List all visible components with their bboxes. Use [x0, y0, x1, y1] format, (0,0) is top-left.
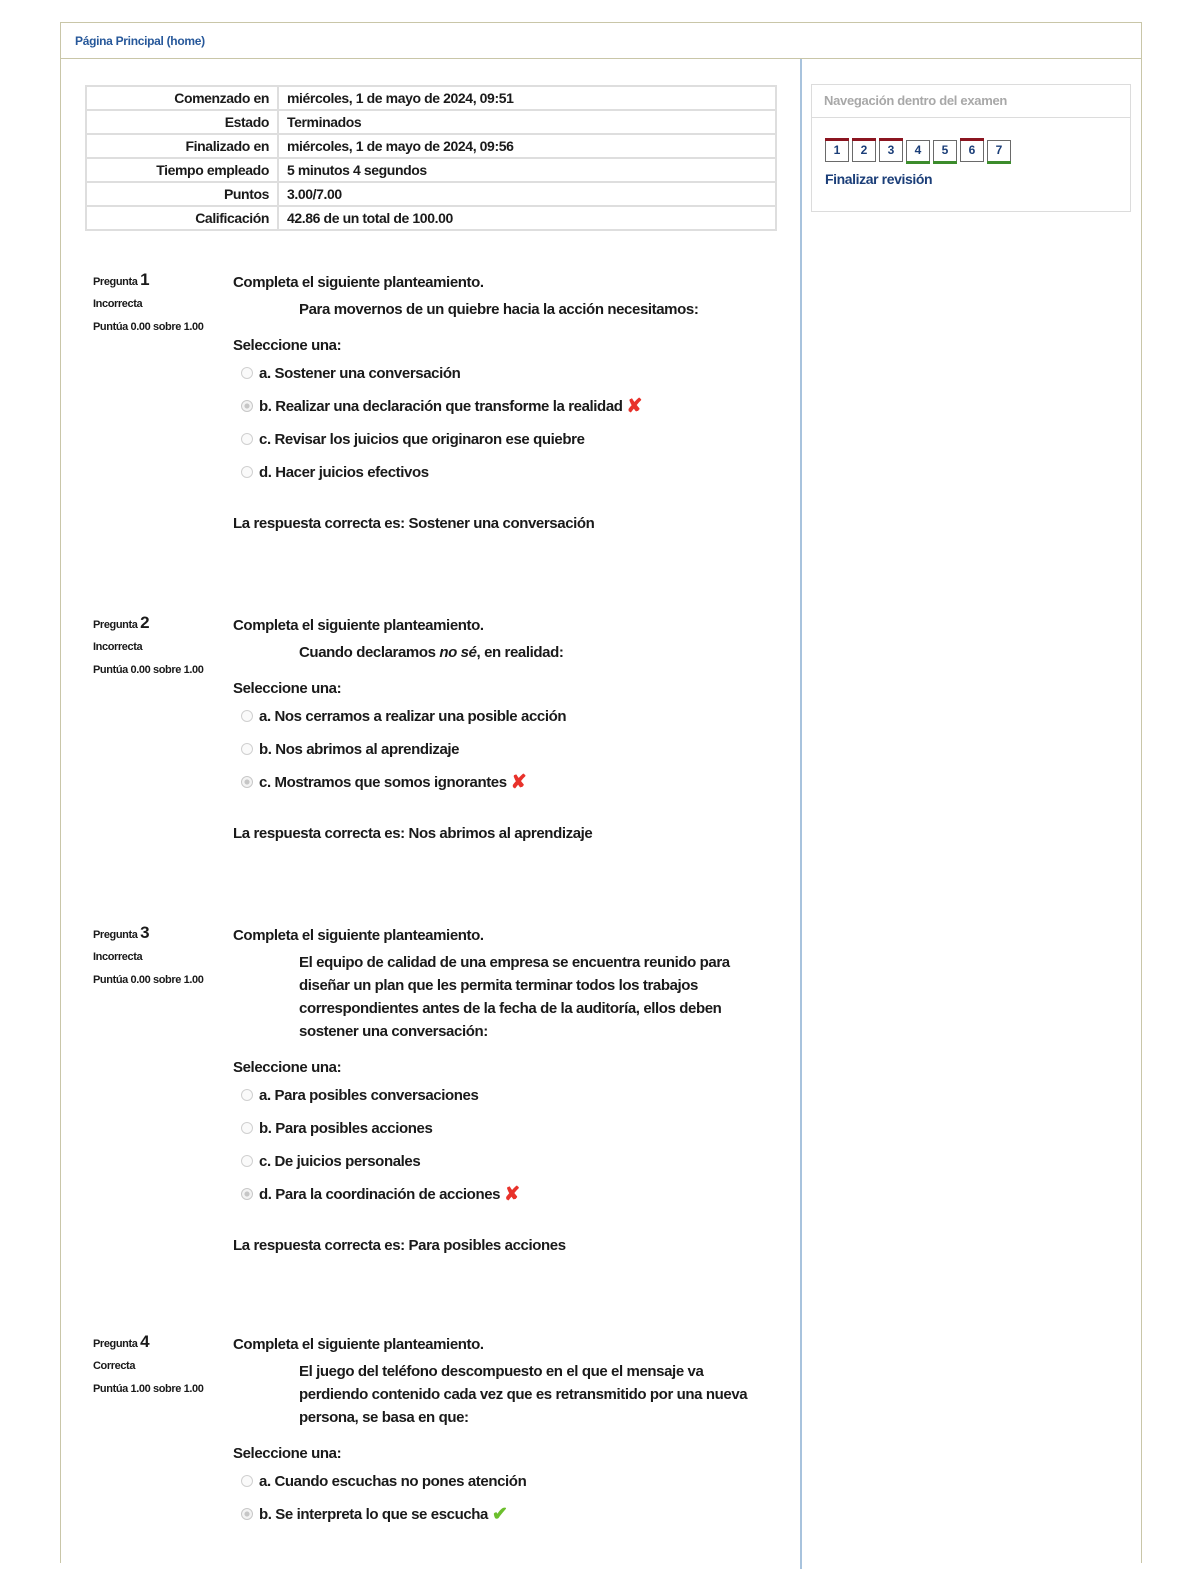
option-label: d. Para la coordinación de acciones: [259, 1186, 501, 1203]
summary-row: [86, 134, 776, 158]
nav-button-label: 1: [833, 143, 841, 157]
status-bar: [987, 161, 1011, 164]
question-number-value: 4: [140, 1332, 150, 1351]
radio-button[interactable]: [241, 1122, 253, 1134]
correct-answer-feedback: La respuesta correcta es: Sostener una conversación: [233, 515, 595, 532]
option-label: a. Sostener una conversación: [259, 365, 461, 382]
question-prefix: Pregunta: [93, 1338, 138, 1350]
summary-label: Comenzado en: [86, 86, 278, 110]
quiz-navigation-block: [811, 84, 1131, 212]
question-state: Incorrecta: [93, 951, 143, 963]
question-number-value: 2: [140, 613, 150, 632]
status-bar: [960, 138, 984, 141]
radio-button[interactable]: [241, 710, 253, 722]
incorrect-cross-icon: ✘: [510, 772, 527, 793]
answer-option[interactable]: [233, 456, 793, 489]
option-label: a. Cuando escuchas no pones atención: [259, 1473, 527, 1490]
status-bar: [933, 161, 957, 164]
nav-question-5-button[interactable]: [933, 140, 957, 162]
select-prompt: Seleccione una:: [233, 1059, 342, 1076]
radio-button[interactable]: [241, 466, 253, 478]
summary-label: Calificación: [86, 206, 278, 230]
correct-check-icon: ✔: [492, 1504, 508, 1525]
answer-option[interactable]: [233, 1498, 793, 1531]
incorrect-cross-icon: ✘: [626, 396, 643, 417]
option-label: a. Nos cerramos a realizar una posible acción: [259, 708, 567, 725]
option-label: b. Para posibles acciones: [259, 1120, 433, 1137]
radio-button-selected[interactable]: [241, 1188, 253, 1200]
nav-question-2-button[interactable]: [852, 140, 876, 162]
answer-option[interactable]: [233, 357, 793, 390]
option-label: d. Hacer juicios efectivos: [259, 464, 429, 481]
question-number: [93, 270, 213, 290]
incorrect-cross-icon: ✘: [504, 1184, 520, 1205]
nav-question-7-button[interactable]: [987, 140, 1011, 162]
answer-option[interactable]: [233, 1079, 793, 1112]
radio-button-selected[interactable]: [241, 776, 253, 788]
grade-value: 42.86: [287, 210, 321, 226]
answer-option[interactable]: [233, 1112, 793, 1145]
answer-option[interactable]: [233, 1145, 793, 1178]
select-prompt: Seleccione una:: [233, 680, 342, 697]
question-grade: Puntúa 0.00 sobre 1.00: [93, 321, 204, 333]
radio-button[interactable]: [241, 1089, 253, 1101]
summary-label: Estado: [86, 110, 278, 134]
question-prefix: Pregunta: [93, 276, 138, 288]
question-intro: Completa el siguiente planteamiento.: [233, 927, 484, 944]
question-statement: [299, 641, 759, 664]
status-bar: [852, 138, 876, 141]
status-bar: [825, 138, 849, 141]
nav-question-3-button[interactable]: [879, 140, 903, 162]
summary-row: [86, 86, 776, 110]
option-label: c. De juicios personales: [259, 1153, 421, 1170]
nav-button-label: 7: [995, 143, 1003, 157]
question-info: [93, 270, 213, 335]
select-prompt: Seleccione una:: [233, 1445, 342, 1462]
option-label: b. Se interpreta lo que se escucha: [259, 1506, 488, 1523]
question-number: [93, 1332, 213, 1352]
radio-button-selected[interactable]: [241, 1508, 253, 1520]
nav-button-label: 3: [887, 143, 895, 157]
summary-row: [86, 206, 776, 230]
question-statement: El equipo de calidad de una empresa se encuentra reunido para diseñar un plan que les permita terminar todos los trabajos correspondientes antes de la fecha de la auditoría, ellos deben sostener una conversación:: [299, 954, 730, 1040]
grade-total: de un total de 100.00: [320, 210, 453, 226]
radio-button[interactable]: [241, 1155, 253, 1167]
option-label: c. Mostramos que somos ignorantes: [259, 774, 507, 791]
question-state: Incorrecta: [93, 298, 143, 310]
nav-question-1-button[interactable]: [825, 140, 849, 162]
navbar: [61, 23, 1141, 59]
nav-button-label: 4: [914, 143, 922, 157]
question-state: Correcta: [93, 1360, 136, 1372]
statement-text: Cuando declaramos: [299, 644, 440, 661]
nav-question-6-button[interactable]: [960, 140, 984, 162]
question-number: [93, 613, 213, 633]
correct-answer-feedback: La respuesta correcta es: Para posibles acciones: [233, 1237, 566, 1254]
status-bar: [906, 161, 930, 164]
select-prompt: Seleccione una:: [233, 337, 342, 354]
question-intro: Completa el siguiente planteamiento.: [233, 274, 484, 291]
summary-value: miércoles, 1 de mayo de 2024, 09:51: [278, 86, 776, 110]
radio-button[interactable]: [241, 433, 253, 445]
answer-option[interactable]: [233, 733, 793, 766]
question-statement: Para movernos de un quiebre hacia la acción necesitamos:: [299, 301, 699, 318]
question-number: [93, 923, 213, 943]
status-bar: [879, 138, 903, 141]
summary-label: Tiempo empleado: [86, 158, 278, 182]
summary-value: miércoles, 1 de mayo de 2024, 09:56: [278, 134, 776, 158]
question-grade: Puntúa 0.00 sobre 1.00: [93, 664, 204, 676]
question-info: [93, 1332, 213, 1397]
answer-option[interactable]: [233, 1178, 793, 1211]
summary-value: [278, 206, 776, 230]
question-intro: Completa el siguiente planteamiento.: [233, 1336, 484, 1353]
answer-option[interactable]: [233, 390, 793, 423]
column-divider: [800, 59, 802, 1569]
summary-label: Finalizado en: [86, 134, 278, 158]
answer-option[interactable]: [233, 1465, 793, 1498]
nav-question-4-button[interactable]: [906, 140, 930, 162]
question-statement: El juego del teléfono descompuesto en el que el mensaje va perdiendo contenido cada vez que es retransmitido por una nueva persona, se basa en que:: [299, 1363, 748, 1426]
summary-row: [86, 158, 776, 182]
question-info: [93, 923, 213, 988]
summary-value: Terminados: [278, 110, 776, 134]
question-grade: Puntúa 0.00 sobre 1.00: [93, 974, 204, 986]
summary-value: 3.00/7.00: [278, 182, 776, 206]
nav-button-label: 5: [941, 143, 949, 157]
question-content: [233, 617, 793, 845]
radio-button[interactable]: [241, 743, 253, 755]
question-content: [233, 274, 793, 535]
question-prefix: Pregunta: [93, 929, 138, 941]
radio-button-selected[interactable]: [241, 400, 253, 412]
page-frame: [60, 22, 1142, 1563]
finish-review-link[interactable]: Finalizar revisión: [825, 171, 933, 187]
radio-button[interactable]: [241, 1475, 253, 1487]
summary-label: Puntos: [86, 182, 278, 206]
question-intro: Completa el siguiente planteamiento.: [233, 617, 484, 634]
question-info: [93, 613, 213, 678]
question-content: [233, 1336, 793, 1531]
question-grade: Puntúa 1.00 sobre 1.00: [93, 1383, 204, 1395]
correct-answer-feedback: La respuesta correcta es: Nos abrimos al aprendizaje: [233, 825, 593, 842]
radio-button[interactable]: [241, 367, 253, 379]
summary-row: [86, 110, 776, 134]
summary-row: [86, 182, 776, 206]
summary-value: 5 minutos 4 segundos: [278, 158, 776, 182]
answer-option[interactable]: [233, 766, 793, 799]
question-state: Incorrecta: [93, 641, 143, 653]
option-label: b. Realizar una declaración que transforme la realidad: [259, 398, 623, 415]
option-label: a. Para posibles conversaciones: [259, 1087, 479, 1104]
question-number-value: 3: [140, 923, 150, 942]
nav-button-label: 2: [860, 143, 868, 157]
statement-text: , en realidad:: [476, 644, 564, 661]
statement-emphasis: no sé: [439, 644, 477, 661]
question-nav-buttons: [825, 140, 1014, 162]
quiz-navigation-title: Navegación dentro del examen: [812, 85, 1130, 118]
option-label: c. Revisar los juicios que originaron ese quiebre: [259, 431, 585, 448]
question-prefix: Pregunta: [93, 619, 138, 631]
question-number-value: 1: [140, 270, 150, 289]
answer-option[interactable]: [233, 423, 793, 456]
option-label: b. Nos abrimos al aprendizaje: [259, 741, 460, 758]
answer-option[interactable]: [233, 700, 793, 733]
attempt-summary-table: [85, 85, 777, 231]
question-content: [233, 927, 793, 1257]
nav-button-label: 6: [968, 143, 976, 157]
breadcrumb-home-link[interactable]: Página Principal (home): [75, 34, 205, 48]
